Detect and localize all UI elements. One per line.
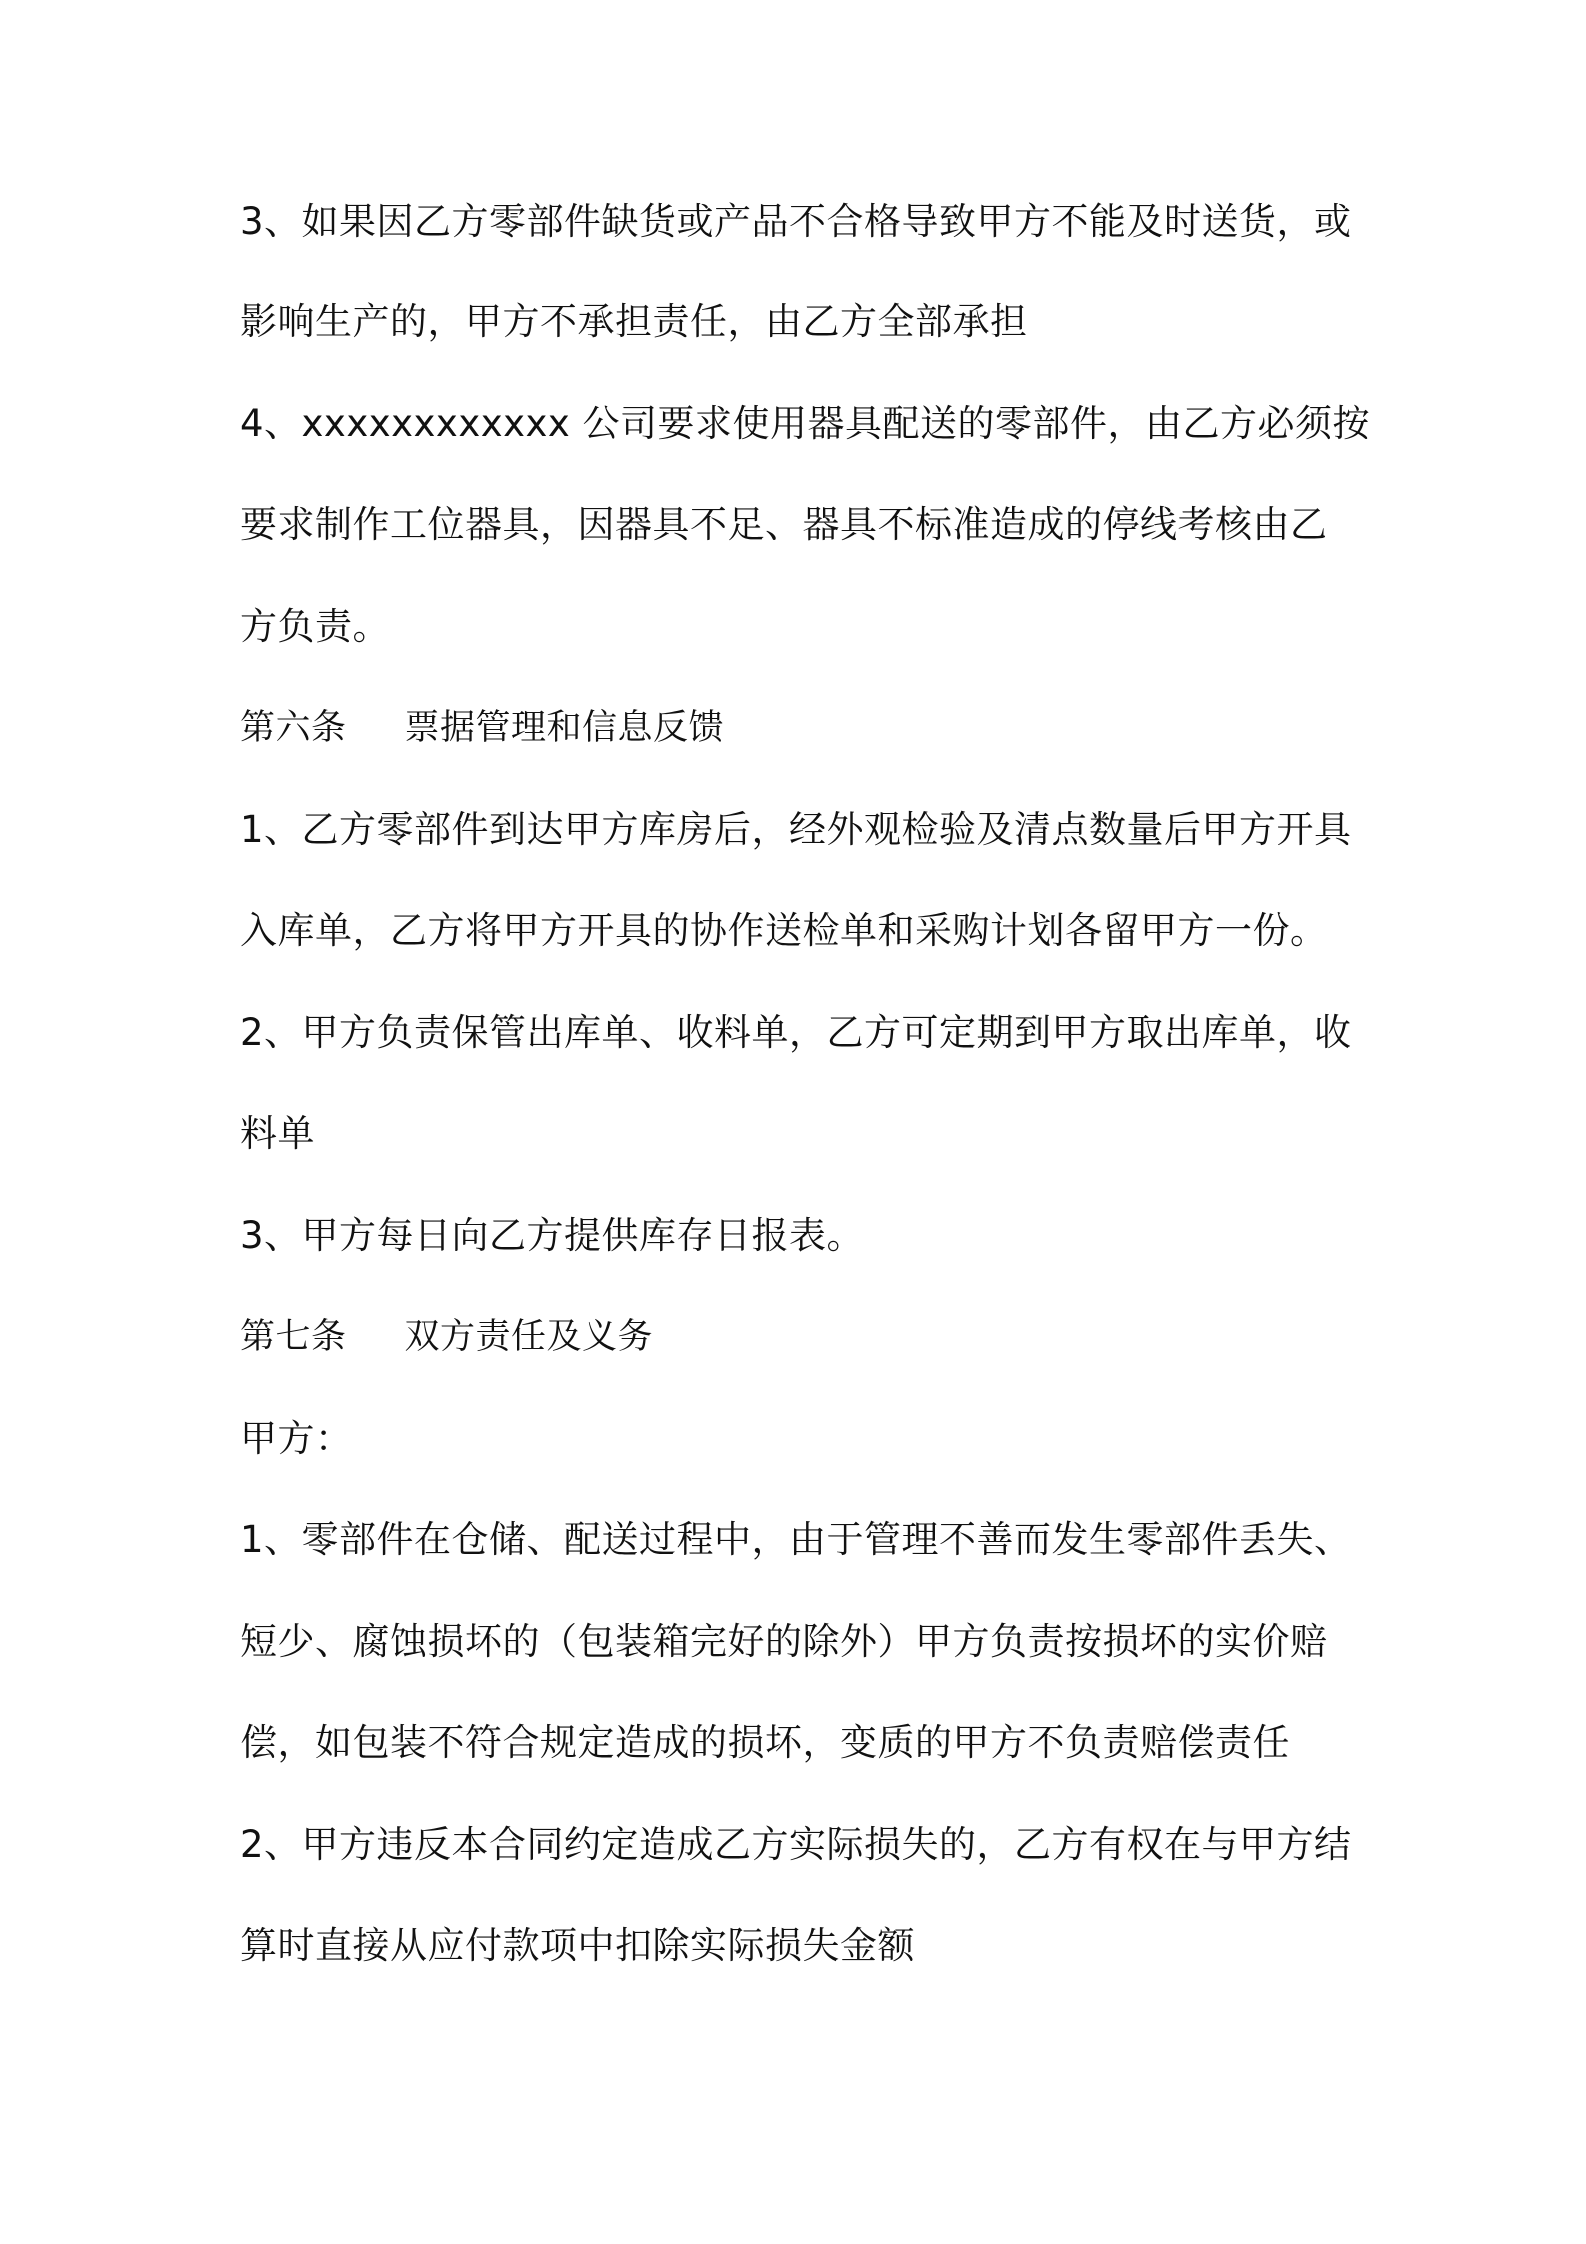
clause-7-2-line-1: 2、甲方违反本合同约定造成乙方实际损失的，乙方有权在与甲方结 [240,1823,1352,1866]
clause-7-1-line-1: 1、零部件在仓储、配送过程中，由于管理不善而发生零部件丢失、 [240,1518,1352,1561]
clause-5-3-line-1: 3、如果因乙方零部件缺货或产品不合格导致甲方不能及时送货，或 [240,200,1352,243]
party-a-label: 甲方： [240,1417,353,1460]
clause-5-4-line-1: 4、xxxxxxxxxxxx 公司要求使用器具配送的零部件，由乙方必须按 [240,402,1371,445]
clause-6-2-line-2: 料单 [240,1112,315,1155]
clause-7-1-line-2: 短少、腐蚀损坏的（包装箱完好的除外）甲方负责按损坏的实价赔 [240,1620,1328,1663]
article-7-heading [240,1312,653,1362]
article-6-heading [240,703,724,753]
clause-6-3-line-1: 3、甲方每日向乙方提供库存日报表。 [240,1214,865,1257]
article-7-number: 第七条 [240,1317,347,1357]
clause-5-4-line-2: 要求制作工位器具，因器具不足、器具不标准造成的停线考核由乙 [240,503,1328,546]
clause-5-3-line-2: 影响生产的，甲方不承担责任，由乙方全部承担 [240,300,1028,343]
article-6-number: 第六条 [240,708,347,748]
clause-5-4-line-3: 方负责。 [240,605,390,648]
clause-7-2-line-2: 算时直接从应付款项中扣除实际损失金额 [240,1924,915,1967]
clause-6-1-line-2: 入库单，乙方将甲方开具的协作送检单和采购计划各留甲方一份。 [240,909,1328,952]
article-6-title: 票据管理和信息反馈 [404,708,725,748]
clause-6-1-line-1: 1、乙方零部件到达甲方库房后，经外观检验及清点数量后甲方开具 [240,808,1352,851]
clause-7-1-line-3: 偿，如包装不符合规定造成的损坏，变质的甲方不负责赔偿责任 [240,1721,1290,1764]
clause-6-2-line-1: 2、甲方负责保管出库单、收料单，乙方可定期到甲方取出库单，收 [240,1011,1352,1054]
article-7-title: 双方责任及义务 [404,1317,654,1357]
